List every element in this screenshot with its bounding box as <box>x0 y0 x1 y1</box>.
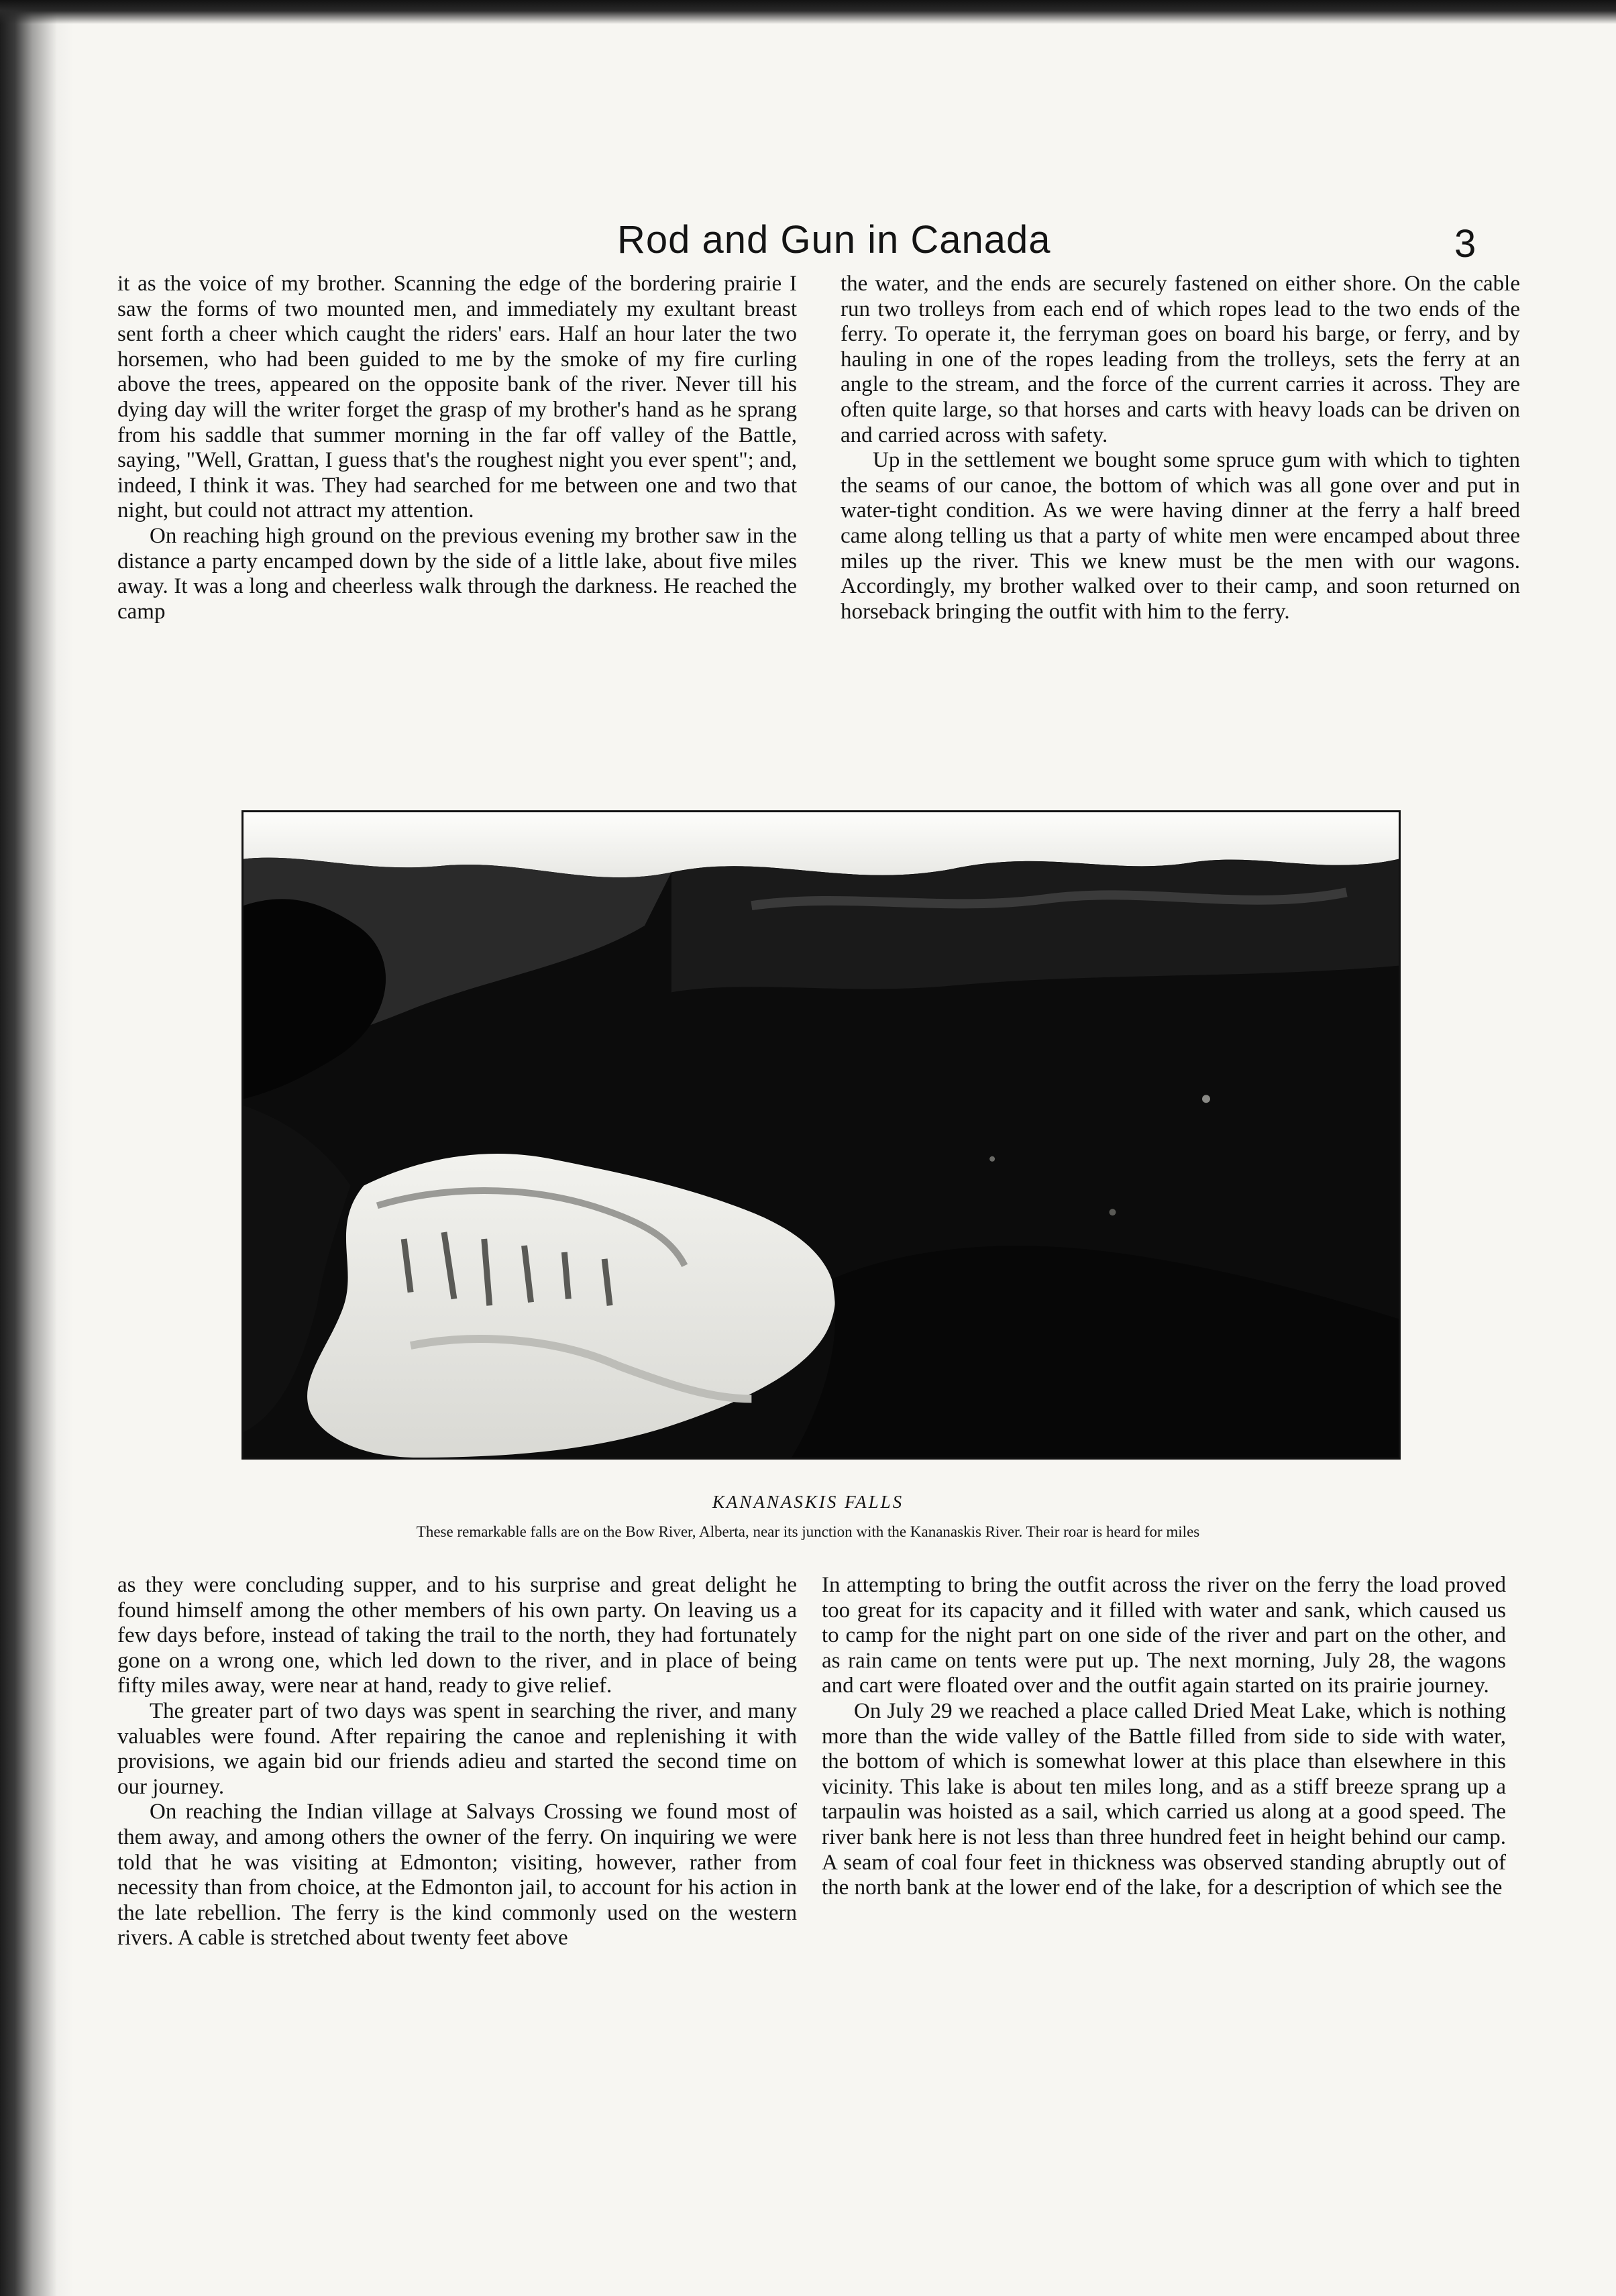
column-top-right <box>841 272 1520 624</box>
paragraph: Up in the settlement we bought some spruce gum with which to tighten the seams of our canoe, the bottom of which was all gone over and put in water-tight condition. As we were having dinner at the ferry a half breed came along telling us that a party of white men were encamped about three miles up the river. This we knew must be the men with our wagons. Accordingly, my brother walked over to their camp, and soon returned on horseback bringing the outfit with him to the ferry. <box>841 448 1520 624</box>
page-header <box>0 213 1616 267</box>
paragraph: On July 29 we reached a place called Dried Meat Lake, which is nothing more than the wide valley of the Battle filled from side to side with water, the bottom of which is somewhat lower at this place than elsewhere in this vicinity. This lake is about ten miles long, and as a stiff breeze sprang up a tarpaulin was hoisted as a sail, which carried us along at a good speed. The river bank here is not less than three hundred feet in height behind our camp. A seam of coal four feet in thickness was observed standing abruptly out of the north bank at the lower end of the lake, for a description of which see the <box>822 1698 1506 1900</box>
paragraph: On reaching high ground on the previous evening my brother saw in the distance a party encamped down by the side of a little lake, about five miles away. It was a long and cheerless walk through the darkness. He reached the camp <box>117 523 797 624</box>
scan-edge-shadow <box>0 0 74 2296</box>
paragraph: as they were concluding supper, and to his surprise and great delight he found himself among the other members of his own party. On leaving us a few days before, instead of taking the trail to the north, they had fortunately gone on a wrong one, which led down to the river, and in place of being fifty miles away, were near at hand, ready to give relief. <box>117 1573 797 1698</box>
paragraph: it as the voice of my brother. Scanning the edge of the bordering prairie I saw the forms of two mounted men, and immediately my exultant breast sent forth a cheer which caught the riders' ears. Half an hour later the two horsemen, who had been guided to me by the smoke of my fire curling above the trees, appeared on the opposite bank of the river. Never till his dying day will the writer forget the grasp of my brother's hand as he sprang from his saddle that summer morning in the far off valley of the Battle, saying, "Well, Grattan, I guess that's the roughest night you ever spent"; and, indeed, I think it was. They had searched for me between one and two that night, but could not attract my attention. <box>117 272 797 523</box>
figure-caption-title: KANANASKIS FALLS <box>712 1492 904 1512</box>
paragraph: On reaching the Indian village at Salvays Crossing we found most of them away, and among others the owner of the ferry. On inquiring we were told that he was visiting at Edmonton; visiting, however, rather from necessity than from choice, at the Edmonton jail, to account for his action in the late rebellion. The ferry is the kind commonly used on the western rivers. A cable is stretched about twenty feet above <box>117 1800 797 1951</box>
column-top-left <box>117 272 797 624</box>
column-bottom-right <box>822 1573 1506 1901</box>
waterfall-illustration <box>244 812 1399 1458</box>
column-bottom-left <box>117 1573 797 1951</box>
page-number: 3 <box>1454 222 1476 266</box>
paragraph: The greater part of two days was spent in searching the river, and many valuables were found. After repairing the canoe and replenishing it with provisions, we again bid our friends adieu and started the second time on our journey. <box>117 1698 797 1799</box>
paragraph: In attempting to bring the outfit across the river on the ferry the load proved too great for its capacity and it filled with water and sank, which caused us to camp for the night part on one side of the river and part on the other, and as rain came on tents were put up. The next morning, July 28, the wagons and cart were floated over and the outfit again started on its prairie journey. <box>822 1573 1506 1698</box>
scan-top-shadow <box>0 0 1616 24</box>
figure-caption-text: These remarkable falls are on the Bow River, Alberta, near its junction with the Kananaskis River. Their roar is heard for miles <box>416 1523 1200 1540</box>
paragraph: the water, and the ends are securely fastened on either shore. On the cable run two trolleys from each end of which ropes lead to the two ends of the ferry. To operate it, the ferryman goes on board his barge, or ferry, and by hauling in one of the ropes leading from the trolleys, sets the ferry at an angle to the stream, and the force of the current carries it across. They are often quite large, so that horses and carts with heavy loads can be driven on and carried across with safety. <box>841 272 1520 447</box>
running-title: Rod and Gun in Canada <box>617 218 1051 262</box>
waterfall-photograph <box>241 810 1401 1460</box>
